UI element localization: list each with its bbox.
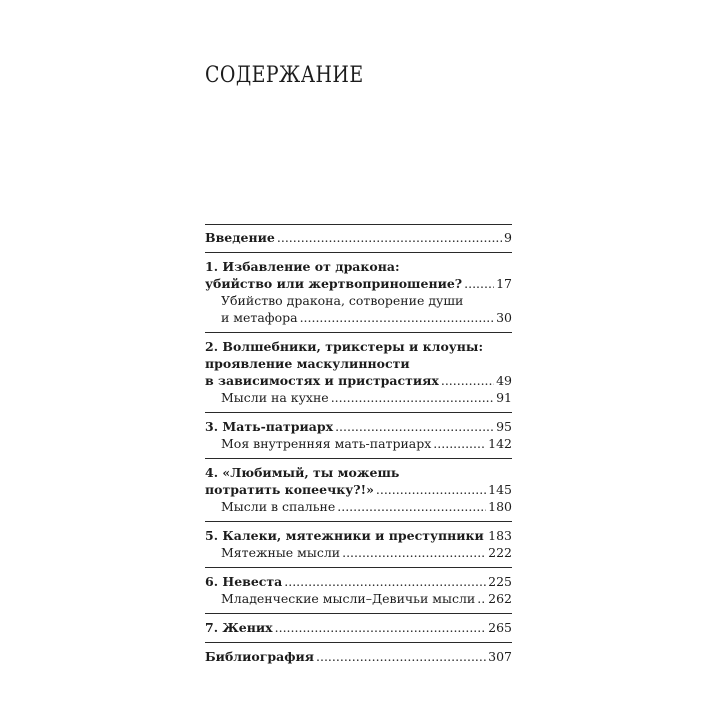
toc-entry-label: в зависимостях и пристрастиях xyxy=(205,373,439,388)
toc-entry-label: 6. Невеста xyxy=(205,574,283,589)
toc-page-number: 180 xyxy=(488,499,512,514)
toc-page-number: 262 xyxy=(488,591,512,606)
dot-leader xyxy=(464,275,494,292)
toc-page-number: 17 xyxy=(496,276,512,291)
toc-subentry-label: Младенческие мысли–Девичьи мысли xyxy=(221,591,476,606)
toc-page-number: 142 xyxy=(488,436,512,451)
dot-leader xyxy=(275,619,487,636)
toc-page-number: 30 xyxy=(496,310,512,325)
table-of-contents xyxy=(205,224,512,665)
page-title: СОДЕРЖАНИЕ xyxy=(205,63,364,88)
toc-subentry-label: Мятежные мысли xyxy=(221,545,341,560)
toc-entry-label: Библиография xyxy=(205,649,314,664)
divider xyxy=(205,613,512,614)
dot-leader xyxy=(331,389,494,406)
toc-subentry-ch1-cont[interactable] xyxy=(205,309,512,326)
toc-entry-ch2-cont[interactable] xyxy=(205,355,512,372)
divider xyxy=(205,224,512,225)
toc-entry-ch1-cont[interactable] xyxy=(205,275,512,292)
dot-leader xyxy=(477,590,486,607)
toc-entry-ch1[interactable] xyxy=(205,258,512,275)
dot-leader xyxy=(376,481,486,498)
divider xyxy=(205,332,512,333)
toc-page-number: 49 xyxy=(496,373,512,388)
toc-entry-label: Введение xyxy=(205,230,275,245)
toc-entry-label: 4. «Любимый, ты можешь xyxy=(205,465,400,480)
toc-entry-label: 2. Волшебники, трикстеры и клоуны: xyxy=(205,339,484,354)
dot-leader xyxy=(342,544,486,561)
divider xyxy=(205,521,512,522)
divider xyxy=(205,567,512,568)
dot-leader xyxy=(277,229,502,246)
toc-page-number: 183 xyxy=(488,528,512,543)
toc-entry-ch2-cont2[interactable] xyxy=(205,372,512,389)
dot-leader xyxy=(337,498,486,515)
dot-leader xyxy=(284,573,486,590)
toc-entry-ch4-cont[interactable] xyxy=(205,481,512,498)
dot-leader xyxy=(300,309,495,326)
toc-subentry-ch2[interactable] xyxy=(205,389,512,406)
toc-entry-intro[interactable] xyxy=(205,229,512,246)
toc-page-number: 222 xyxy=(488,545,512,560)
toc-page-number: 145 xyxy=(488,482,512,497)
toc-entry-ch3[interactable] xyxy=(205,418,512,435)
toc-page-number: 225 xyxy=(488,574,512,589)
toc-subentry-ch5[interactable] xyxy=(205,544,512,561)
toc-subentry-ch4[interactable] xyxy=(205,498,512,515)
toc-page-number: 91 xyxy=(496,390,512,405)
dot-leader xyxy=(433,435,486,452)
toc-entry-ch5[interactable] xyxy=(205,527,512,544)
toc-page-number: 265 xyxy=(488,620,512,635)
divider xyxy=(205,412,512,413)
toc-subentry-ch3[interactable] xyxy=(205,435,512,452)
divider xyxy=(205,458,512,459)
toc-page-number: 9 xyxy=(504,230,512,245)
toc-entry-ch4[interactable] xyxy=(205,464,512,481)
toc-subentry-label: Убийство дракона, сотворение души xyxy=(221,293,464,308)
toc-entry-label: 7. Жених xyxy=(205,620,273,635)
dot-leader xyxy=(316,648,486,665)
toc-entry-label: 1. Избавление от дракона: xyxy=(205,259,400,274)
toc-page-number: 95 xyxy=(496,419,512,434)
toc-subentry-ch6[interactable] xyxy=(205,590,512,607)
toc-entry-bibliography[interactable] xyxy=(205,648,512,665)
dot-leader xyxy=(335,418,494,435)
toc-subentry-label: Мысли в спальне xyxy=(221,499,336,514)
toc-subentry-label: и метафора xyxy=(221,310,298,325)
toc-entry-label: потратить копеечку?!» xyxy=(205,482,374,497)
toc-subentry-label: Мысли на кухне xyxy=(221,390,329,405)
divider xyxy=(205,252,512,253)
divider xyxy=(205,642,512,643)
toc-entry-label: убийство или жертвоприношение? xyxy=(205,276,463,291)
toc-entry-label: проявление маскулинности xyxy=(205,356,410,371)
toc-subentry-label: Моя внутренняя мать-патриарх xyxy=(221,436,432,451)
dot-leader xyxy=(441,372,494,389)
toc-entry-ch7[interactable] xyxy=(205,619,512,636)
toc-page-number: 307 xyxy=(488,649,512,664)
toc-subentry-ch1[interactable] xyxy=(205,292,512,309)
toc-entry-ch6[interactable] xyxy=(205,573,512,590)
toc-entry-label: 5. Калеки, мятежники и преступники xyxy=(205,528,484,543)
toc-entry-ch2[interactable] xyxy=(205,338,512,355)
toc-entry-label: 3. Мать-патриарх xyxy=(205,419,334,434)
